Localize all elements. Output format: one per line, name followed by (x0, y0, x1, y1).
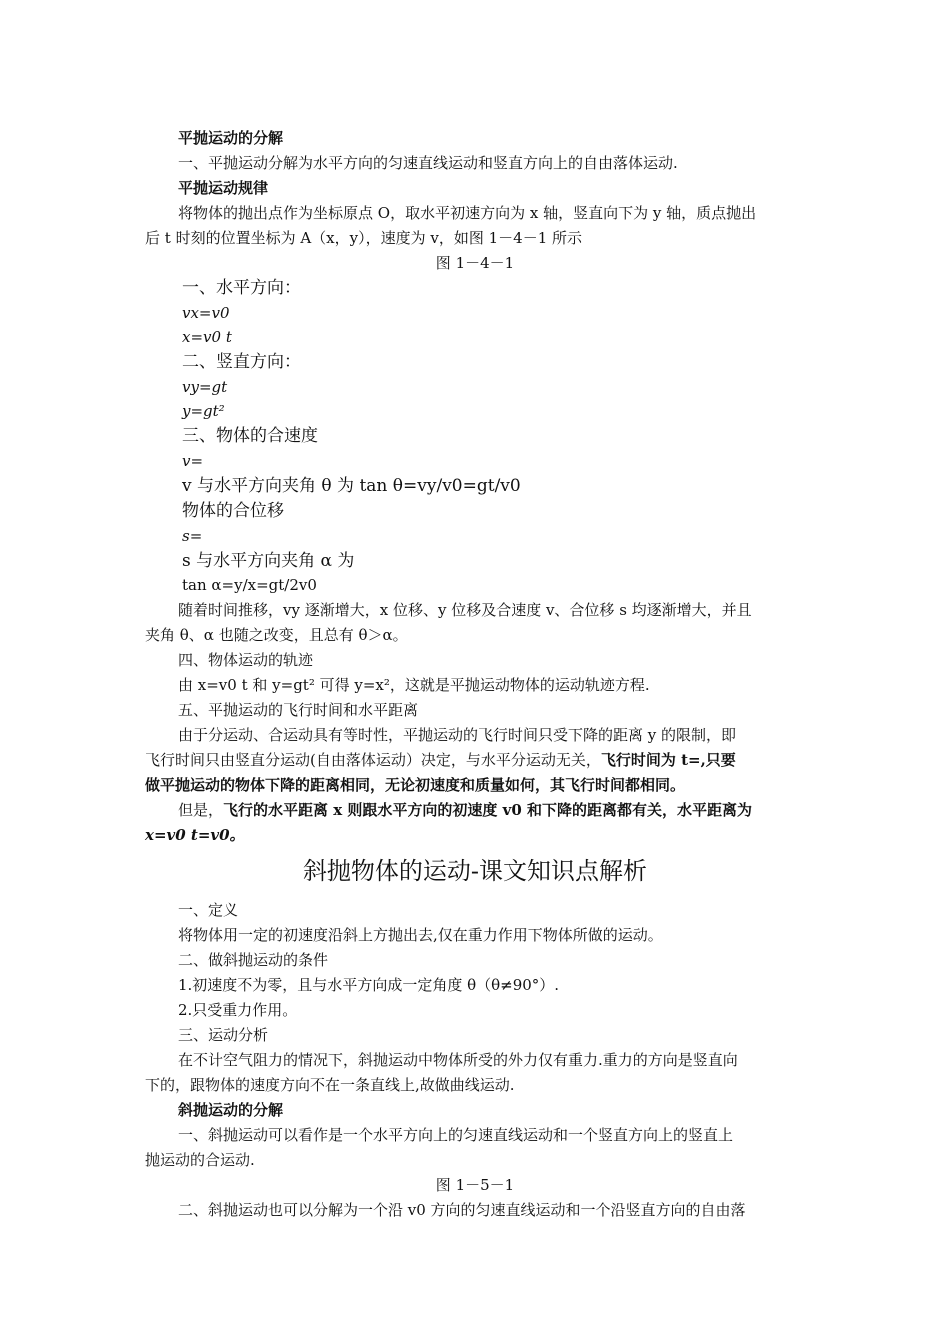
condition-1: 1.初速度不为零，且与水平方向成一定角度 θ（θ≠90°）. (178, 976, 560, 994)
heading-trajectory: 四、物体运动的轨迹 (178, 651, 314, 669)
para-decomp1-line1: 一、斜抛运动可以看作是一个水平方向上的匀速直线运动和一个竖直方向上的竖直上 (178, 1126, 734, 1144)
para-decomp1-line2: 抛运动的合运动. (145, 1151, 255, 1169)
para-trajectory: 由 x=v0 t 和 y=gt² 可得 y=x²，这就是平抛运动物体的运动轨迹方程. (178, 676, 650, 694)
figure-caption-1: 图 1－4－1 (435, 254, 515, 272)
equation-vy: vy=gt (182, 378, 228, 396)
para-distance-line1 (178, 800, 752, 820)
para-analysis-line1: 在不计空气阻力的情况下，斜抛运动中物体所受的外力仅有重力.重力的方向是竖直向 (178, 1051, 738, 1069)
condition-2: 2.只受重力作用。 (178, 1001, 298, 1019)
para-time-line2: 夹角 θ、α 也随之改变，且总有 θ＞α。 (145, 626, 408, 644)
para-definition: 将物体用一定的初速度沿斜上方抛出去,仅在重力作用下物体所做的运动。 (178, 926, 663, 944)
para-distance-line1-normal: 但是， (178, 801, 224, 819)
heading-flight: 五、平抛运动的飞行时间和水平距离 (178, 701, 419, 719)
heading-oblique-decomposition: 斜抛运动的分解 (178, 1101, 284, 1119)
para-flight-line2-bold: 飞行时间为 t=,只要 (600, 751, 736, 769)
heading-conditions: 二、做斜抛运动的条件 (178, 951, 329, 969)
para-flight-line3: 做平抛运动的物体下降的距离相同，无论初速度和质量如何，其飞行时间都相同。 (145, 776, 686, 794)
heading-vertical: 二、竖直方向： (182, 352, 301, 372)
para-law-line1: 将物体的抛出点作为坐标原点 O，取水平初速方向为 x 轴，竖直向下为 y 轴，质点抛出 (178, 204, 757, 222)
heading-resultant-velocity: 三、物体的合速度 (182, 426, 318, 446)
equation-s: s= (182, 527, 203, 545)
para-distance-line2: x=v0 t=v0。 (145, 826, 245, 844)
heading-analysis: 三、运动分析 (178, 1026, 269, 1044)
equation-alpha-line2: tan α=y/x=gt/2v0 (182, 576, 317, 594)
figure-caption-2: 图 1－5－1 (435, 1176, 515, 1194)
equation-x: x=v0 t (182, 328, 232, 346)
equation-alpha-line1: s 与水平方向夹角 α 为 (182, 551, 355, 571)
para-flight-line2-normal: 飞行时间只由竖直分运动(自由落体运动）决定，与水平分运动无关， (145, 751, 601, 769)
para-analysis-line2: 下的，跟物体的速度方向不在一条直线上,故做曲线运动. (145, 1076, 515, 1094)
equation-vx: vx=v0 (182, 304, 230, 322)
section-title-oblique: 斜抛物体的运动-课文知识点解析 (302, 857, 648, 885)
equation-v: v= (182, 452, 204, 470)
heading-resultant-displacement: 物体的合位移 (182, 501, 284, 521)
para-flight-line1: 由于分运动、合运动具有等时性，平抛运动的飞行时间只受下降的距离 y 的限制，即 (178, 726, 737, 744)
para-flight-line2 (145, 750, 736, 770)
para-decomp2: 二、斜抛运动也可以分解为一个沿 v0 方向的匀速直线运动和一个沿竖直方向的自由落 (178, 1201, 746, 1219)
heading-projectile-law: 平抛运动规律 (178, 179, 269, 197)
para-time-line1: 随着时间推移，vy 逐渐增大，x 位移、y 位移及合速度 v、合位移 s 均逐渐增大，并且 (178, 601, 752, 619)
heading-definition: 一、定义 (178, 901, 239, 919)
heading-horizontal: 一、水平方向： (182, 278, 301, 298)
para-distance-line1-bold: 飞行的水平距离 x 则跟水平方向的初速度 v0 和下降的距离都有关，水平距离为 (223, 801, 753, 819)
equation-y: y=gt² (182, 402, 225, 420)
heading-projectile-decomposition: 平抛运动的分解 (178, 129, 284, 147)
para-decomposition: 一、平抛运动分解为水平方向的匀速直线运动和竖直方向上的自由落体运动. (178, 154, 678, 172)
equation-theta: v 与水平方向夹角 θ 为 tan θ=vy/v0=gt/v0 (182, 476, 521, 496)
para-law-line2: 后 t 时刻的位置坐标为 A（x，y），速度为 v，如图 1－4－1 所示 (145, 229, 583, 247)
